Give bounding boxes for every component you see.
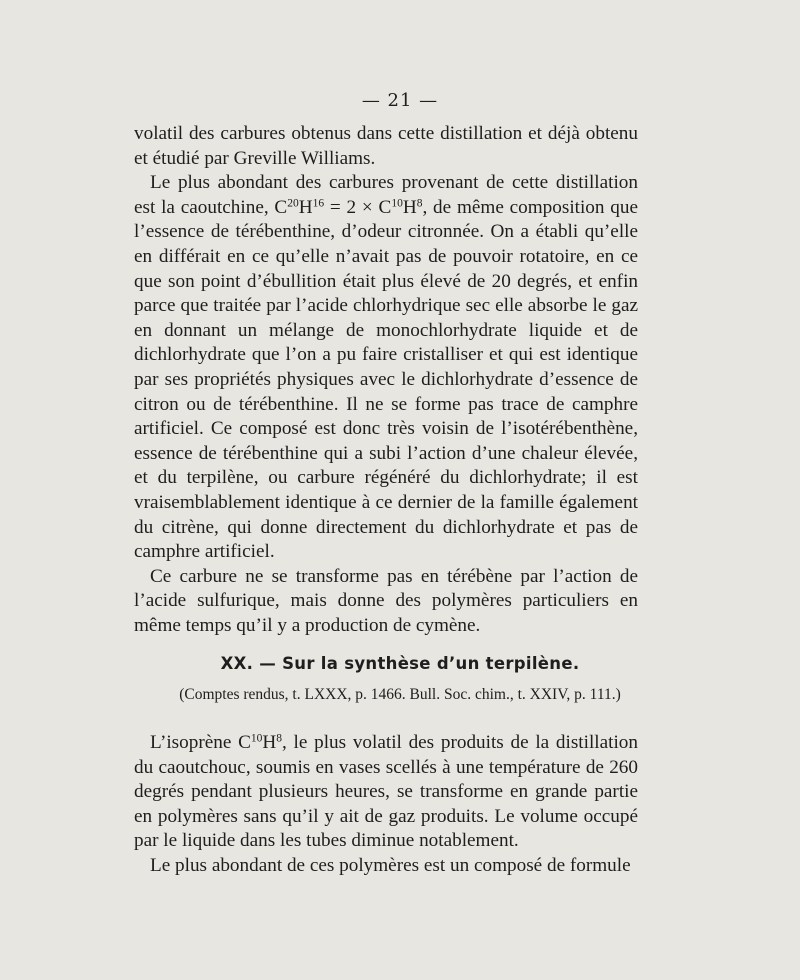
text-block-bottom (134, 731, 638, 879)
paragraph-polymers: Le plus abondant de ces polymères est un composé de formule (150, 854, 631, 876)
text-run: L’isoprène C (150, 732, 251, 753)
superscript: 10 (250, 732, 263, 745)
text-block-top (134, 122, 638, 638)
text-run: H (262, 732, 277, 753)
paragraph-caoutchine (134, 171, 638, 565)
text-run: , le plus volatil des produits de la distillation du caoutchouc, soumis en vases scellés à une température de 260 degrés pendant plusieurs heures, se transforme en grande partie en polymères sans qu’il y ait de gaz produits. Le volume occupé par le liquide dans les tubes diminue notablement. (134, 732, 638, 852)
section-reference: (Comptes rendus, t. LXXX, p. 1466. Bull. Soc. chim., t. XXIV, p. 111.) (179, 686, 621, 703)
text-run: H (402, 196, 417, 218)
superscript: 10 (391, 197, 403, 210)
page-number: — 21 — (361, 90, 439, 111)
text-run: , de même composition que l’essence de térébenthine, d’odeur citronnée. On a établi qu’elle en différait en ce qu’elle n’avait pas de pouvoir rotatoire, en ce que son point d’ébullition était plus élevé de 20 degrés, et enfin parce que traitée par l’acide chlorhydrique sec elle absorbe le gaz en donnant un mélange de monochlorhydrate liquide et de dichlorhydrate que l’on a pu faire cristalliser et qui est identique par ses propriétés physiques avec le dichlorhydrate d’essence de citron ou de térébenthine. Il ne se forme pas trace de camphre artificiel. Ce composé est donc très voisin de l’isotérébenthène, essence de térébenthine qui a subi l’action d’une chaleur élevée, et du terpilène, ou carbure régénéré du dichlorhydrate; il est vraisemblablement identique à ce dernier de la famille également du citrène, qui donne directement du dichlorhydrate et pas de camphre artificiel. (134, 196, 638, 563)
superscript: 16 (312, 197, 325, 210)
paragraph-isoprene (134, 731, 638, 854)
text-run: = 2 × C (324, 196, 392, 218)
text-run: Le plus abondant des carbures provenant de cette distillation est la caoutchine, C (134, 172, 638, 218)
paragraph-sulfuric: Ce carbure ne se transforme pas en térébène par l’action de l’acide sulfurique, mais donne des polymères particuliers en même temps qu’il y a production de cymène. (134, 565, 638, 636)
paragraph-continuation: volatil des carbures obtenus dans cette distillation et déjà obtenu et étudié par Greville Williams. (134, 123, 638, 169)
section-title: XX. — Sur la synthèse d’un terpilène. (220, 654, 580, 673)
superscript: 8 (276, 732, 283, 745)
superscript: 8 (416, 197, 423, 210)
superscript: 20 (287, 197, 299, 210)
text-run: H (298, 196, 313, 218)
